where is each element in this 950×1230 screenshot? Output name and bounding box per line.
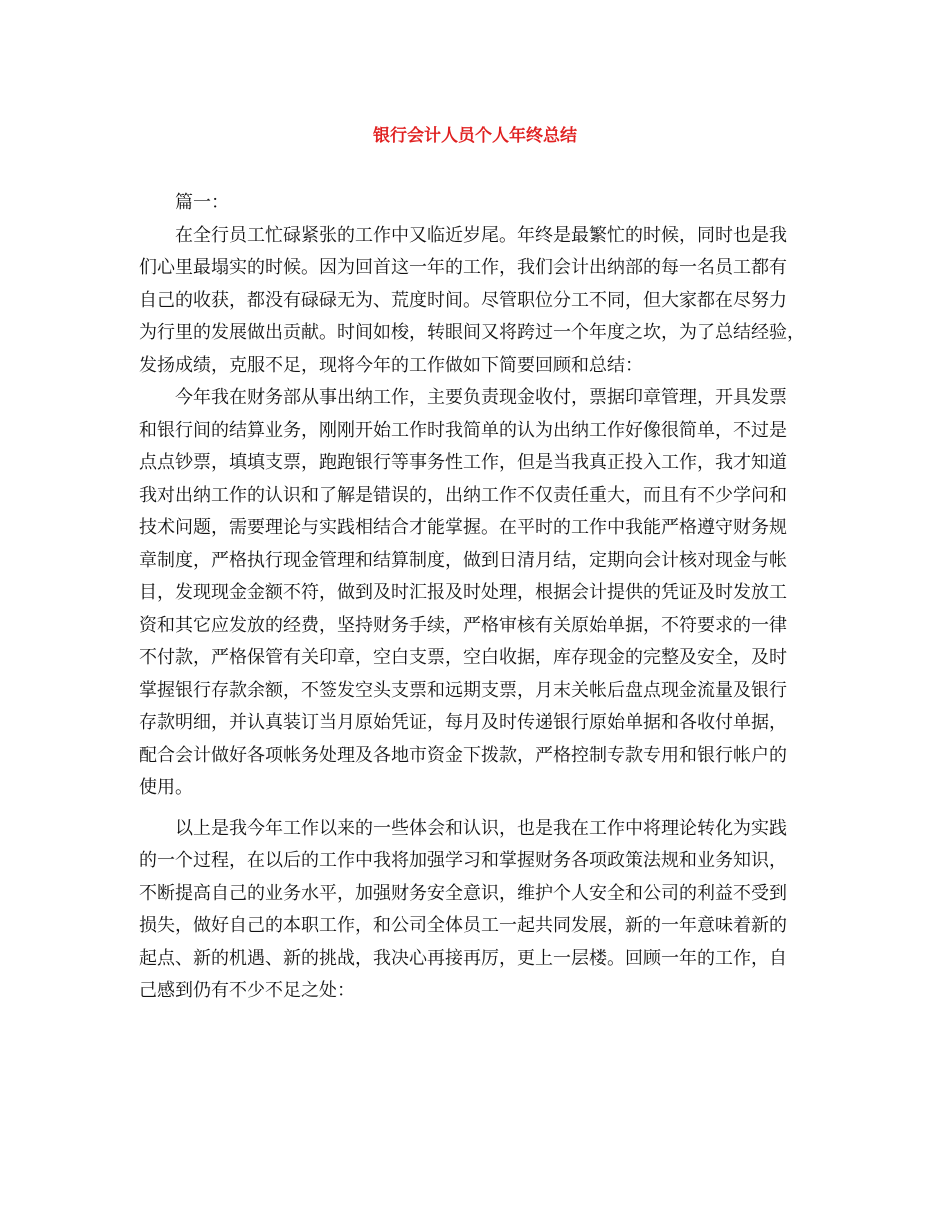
text-line: 的一个过程，在以后的工作中我将加强学习和掌握财务各项政策法规和业务知识， xyxy=(139,850,787,871)
text-line: 技术问题，需要理论与实践相结合才能掌握。在平时的工作中我能严格遵守财务规 xyxy=(139,517,787,538)
text-line: 己感到仍有不少不足之处： xyxy=(139,980,355,1001)
text-line: 不付款，严格保管有关印章，空白支票，空白收据，库存现金的完整及安全，及时 xyxy=(139,647,787,668)
text-line: 使用。 xyxy=(139,777,193,798)
text-line: 目，发现现金金额不符，做到及时汇报及时处理，根据会计提供的凭证及时发放工 xyxy=(139,582,787,603)
document-body xyxy=(139,187,813,1008)
text-line: 自己的收获，都没有碌碌无为、荒度时间。尽管职位分工不同，但大家都在尽努力 xyxy=(139,289,787,311)
text-line: 点点钞票，填填支票，跑跑银行等事务性工作，但是当我真正投入工作，我才知道 xyxy=(139,452,787,473)
section-label-text: 篇一： xyxy=(175,192,229,213)
text-line: 发扬成绩，克服不足，现将今年的工作做如下简要回顾和总结： xyxy=(139,354,643,376)
text-line: 今年我在财务部从事出纳工作，主要负责现金收付，票据印章管理，开具发票 xyxy=(175,387,787,408)
paragraph-3 xyxy=(139,813,813,1008)
section-label xyxy=(139,187,813,220)
text-line: 起点、新的机遇、新的挑战，我决心再接再厉，更上一层楼。回顾一年的工作，自 xyxy=(139,947,787,969)
text-line: 为行里的发展做出贡献。时间如梭，转眼间又将跨过一个年度之坎，为了总结经验， xyxy=(139,322,805,343)
text-line: 不断提高自己的业务水平，加强财务安全意识，维护个人安全和公司的利益不受到 xyxy=(139,882,787,904)
text-line: 配合会计做好各项帐务处理及各地市资金下拨款，严格控制专款专用和银行帐户的 xyxy=(139,744,787,766)
paragraph-1 xyxy=(139,220,813,383)
text-line: 存款明细，并认真装订当月原始凭证，每月及时传递银行原始单据和各收付单据， xyxy=(139,712,787,733)
text-line: 和银行间的结算业务，刚刚开始工作时我简单的认为出纳工作好像很简单，不过是 xyxy=(139,419,787,441)
text-line: 资和其它应发放的经费，坚持财务手续，严格审核有关原始单据，不符要求的一律 xyxy=(139,614,787,636)
text-line: 在全行员工忙碌紧张的工作中又临近岁尾。年终是最繁忙的时候，同时也是我 xyxy=(175,224,787,246)
document-title: 银行会计人员个人年终总结 xyxy=(373,126,577,146)
text-line: 我对出纳工作的认识和了解是错误的，出纳工作不仅责任重大，而且有不少学问和 xyxy=(139,484,787,506)
text-line: 们心里最塌实的时候。因为回首这一年的工作，我们会计出纳部的每一名员工都有 xyxy=(139,257,787,278)
paragraph-2 xyxy=(139,382,813,805)
text-line: 章制度，严格执行现金管理和结算制度，做到日清月结，定期向会计核对现金与帐 xyxy=(139,549,787,571)
text-line: 掌握银行存款余额，不签发空头支票和远期支票，月末关帐后盘点现金流量及银行 xyxy=(139,679,787,701)
text-line: 损失，做好自己的本职工作，和公司全体员工一起共同发展，新的一年意味着新的 xyxy=(139,915,787,936)
text-line: 以上是我今年工作以来的一些体会和认识，也是我在工作中将理论转化为实践 xyxy=(175,817,787,839)
